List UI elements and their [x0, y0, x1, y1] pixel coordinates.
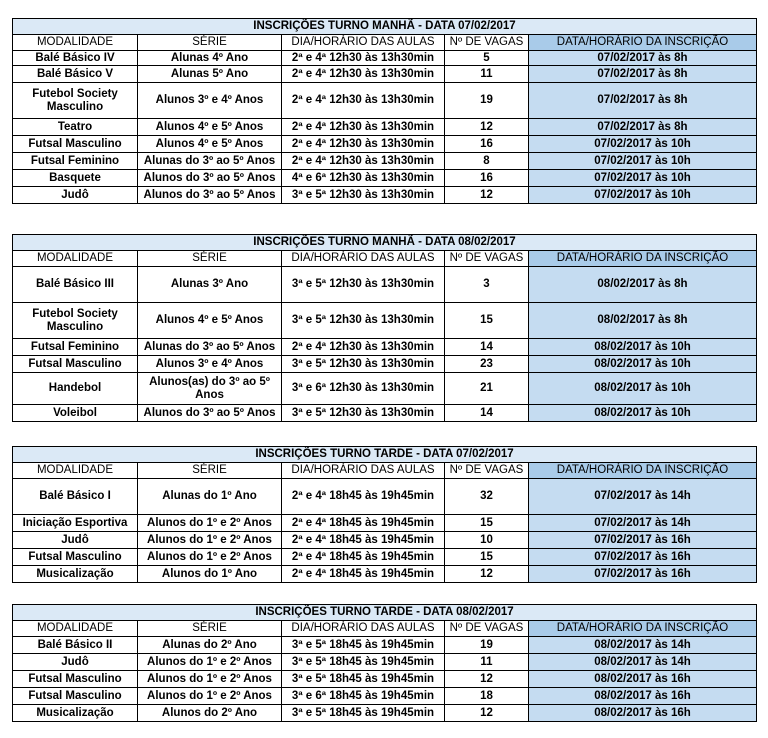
cell-horario: 2ª e 4ª 12h30 às 13h30min — [282, 51, 445, 66]
cell-serie: Alunos do 1º e 2º Anos — [138, 671, 282, 688]
column-header-serie: SÉRIE — [138, 251, 282, 267]
cell-horario: 3ª e 5ª 18h45 às 19h45min — [282, 705, 445, 722]
column-header-vagas: Nº DE VAGAS — [445, 251, 529, 267]
cell-modalidade: Voleibol — [13, 405, 138, 422]
cell-inscricao: 07/02/2017 às 10h — [529, 170, 757, 187]
table-row — [13, 671, 757, 688]
table-row — [13, 136, 757, 153]
table-row — [13, 637, 757, 654]
cell-serie: Alunos 3º e 4º Anos — [138, 356, 282, 373]
cell-horario: 2ª e 4ª 18h45 às 19h45min — [282, 515, 445, 532]
table-row — [13, 303, 757, 339]
column-header-modalidade: MODALIDADE — [13, 463, 138, 479]
cell-modalidade: Balé Básico I — [13, 479, 138, 515]
cell-serie: Alunos 3º e 4º Anos — [138, 83, 282, 119]
cell-vagas: 11 — [445, 654, 529, 671]
cell-horario: 2ª e 4ª 18h45 às 19h45min — [282, 566, 445, 583]
cell-inscricao: 07/02/2017 às 8h — [529, 66, 757, 83]
table-row — [13, 170, 757, 187]
cell-horario: 2ª e 4ª 18h45 às 19h45min — [282, 479, 445, 515]
header-row — [13, 35, 757, 51]
cell-serie: Alunos do 1º e 2º Anos — [138, 549, 282, 566]
cell-modalidade: Futebol Society Masculino — [13, 303, 138, 339]
cell-modalidade: Handebol — [13, 373, 138, 405]
cell-inscricao: 08/02/2017 às 10h — [529, 339, 757, 356]
cell-serie: Alunas 3º Ano — [138, 267, 282, 303]
cell-modalidade: Futsal Masculino — [13, 549, 138, 566]
table-row — [13, 267, 757, 303]
table-row — [13, 66, 757, 83]
cell-horario: 3ª e 5ª 12h30 às 13h30min — [282, 303, 445, 339]
table-row — [13, 373, 757, 405]
column-header-horario: DIA/HORÁRIO DAS AULAS — [282, 463, 445, 479]
cell-modalidade: Musicalização — [13, 566, 138, 583]
cell-inscricao: 07/02/2017 às 10h — [529, 136, 757, 153]
header-row — [13, 463, 757, 479]
cell-inscricao: 07/02/2017 às 16h — [529, 549, 757, 566]
cell-inscricao: 07/02/2017 às 16h — [529, 532, 757, 549]
column-header-horario: DIA/HORÁRIO DAS AULAS — [282, 35, 445, 51]
cell-inscricao: 08/02/2017 às 14h — [529, 654, 757, 671]
cell-serie: Alunas do 1º Ano — [138, 479, 282, 515]
cell-modalidade: Judô — [13, 187, 138, 204]
cell-vagas: 5 — [445, 51, 529, 66]
cell-inscricao: 08/02/2017 às 14h — [529, 637, 757, 654]
enrollment-table — [12, 604, 757, 722]
cell-vagas: 12 — [445, 187, 529, 204]
table-row — [13, 51, 757, 66]
cell-serie: Alunos 4º e 5º Anos — [138, 136, 282, 153]
table-row — [13, 479, 757, 515]
cell-serie: Alunos do 3º ao 5º Anos — [138, 405, 282, 422]
table-row — [13, 566, 757, 583]
cell-serie: Alunos do 1º e 2º Anos — [138, 515, 282, 532]
cell-serie: Alunos do 3º ao 5º Anos — [138, 170, 282, 187]
cell-vagas: 15 — [445, 549, 529, 566]
cell-serie: Alunos do 1º e 2º Anos — [138, 688, 282, 705]
cell-horario: 3ª e 5ª 12h30 às 13h30min — [282, 356, 445, 373]
cell-modalidade: Futsal Masculino — [13, 688, 138, 705]
cell-horario: 3ª e 6ª 18h45 às 19h45min — [282, 688, 445, 705]
column-header-inscricao: DATA/HORÁRIO DA INSCRIÇÃO — [529, 463, 757, 479]
table-row — [13, 688, 757, 705]
cell-modalidade: Iniciação Esportiva — [13, 515, 138, 532]
cell-horario: 4ª e 6ª 12h30 às 13h30min — [282, 170, 445, 187]
cell-horario: 2ª e 4ª 12h30 às 13h30min — [282, 153, 445, 170]
table-row — [13, 705, 757, 722]
cell-serie: Alunos 4º e 5º Anos — [138, 119, 282, 136]
table-title: INSCRIÇÕES TURNO MANHÃ - DATA 08/02/2017 — [13, 235, 757, 251]
cell-horario: 3ª e 5ª 12h30 às 13h30min — [282, 187, 445, 204]
cell-modalidade: Teatro — [13, 119, 138, 136]
cell-modalidade: Musicalização — [13, 705, 138, 722]
table-title: INSCRIÇÕES TURNO TARDE - DATA 08/02/2017 — [13, 605, 757, 621]
cell-vagas: 16 — [445, 170, 529, 187]
column-header-modalidade: MODALIDADE — [13, 621, 138, 637]
cell-inscricao: 08/02/2017 às 16h — [529, 705, 757, 722]
cell-inscricao: 07/02/2017 às 8h — [529, 83, 757, 119]
cell-horario: 3ª e 5ª 12h30 às 13h30min — [282, 267, 445, 303]
table-row — [13, 339, 757, 356]
cell-vagas: 16 — [445, 136, 529, 153]
header-row — [13, 621, 757, 637]
cell-inscricao: 08/02/2017 às 10h — [529, 356, 757, 373]
cell-vagas: 10 — [445, 532, 529, 549]
column-header-serie: SÉRIE — [138, 463, 282, 479]
cell-inscricao: 07/02/2017 às 14h — [529, 479, 757, 515]
table-row — [13, 119, 757, 136]
cell-modalidade: Balé Básico II — [13, 637, 138, 654]
cell-modalidade: Judô — [13, 532, 138, 549]
cell-inscricao: 08/02/2017 às 8h — [529, 303, 757, 339]
cell-vagas: 15 — [445, 303, 529, 339]
cell-inscricao: 08/02/2017 às 10h — [529, 373, 757, 405]
cell-modalidade: Futebol Society Masculino — [13, 83, 138, 119]
cell-modalidade: Futsal Masculino — [13, 136, 138, 153]
cell-serie: Alunas do 3º ao 5º Anos — [138, 339, 282, 356]
table-title: INSCRIÇÕES TURNO MANHÃ - DATA 07/02/2017 — [13, 19, 757, 35]
column-header-inscricao: DATA/HORÁRIO DA INSCRIÇÃO — [529, 251, 757, 267]
cell-inscricao: 08/02/2017 às 16h — [529, 671, 757, 688]
enrollment-table — [12, 234, 757, 422]
column-header-serie: SÉRIE — [138, 35, 282, 51]
column-header-vagas: Nº DE VAGAS — [445, 621, 529, 637]
table-title: INSCRIÇÕES TURNO TARDE - DATA 07/02/2017 — [13, 447, 757, 463]
cell-serie: Alunos do 3º ao 5º Anos — [138, 187, 282, 204]
cell-serie: Alunas 5º Ano — [138, 66, 282, 83]
table-row — [13, 356, 757, 373]
cell-horario: 3ª e 5ª 18h45 às 19h45min — [282, 671, 445, 688]
header-row — [13, 251, 757, 267]
cell-horario: 2ª e 4ª 18h45 às 19h45min — [282, 532, 445, 549]
cell-horario: 3ª e 5ª 12h30 às 13h30min — [282, 405, 445, 422]
cell-inscricao: 07/02/2017 às 14h — [529, 515, 757, 532]
cell-horario: 3ª e 5ª 18h45 às 19h45min — [282, 637, 445, 654]
cell-serie: Alunas do 2º Ano — [138, 637, 282, 654]
cell-inscricao: 07/02/2017 às 8h — [529, 51, 757, 66]
cell-vagas: 12 — [445, 119, 529, 136]
cell-vagas: 19 — [445, 83, 529, 119]
cell-inscricao: 08/02/2017 às 10h — [529, 405, 757, 422]
cell-horario: 2ª e 4ª 12h30 às 13h30min — [282, 136, 445, 153]
table-row — [13, 83, 757, 119]
cell-inscricao: 07/02/2017 às 10h — [529, 153, 757, 170]
table-row — [13, 187, 757, 204]
cell-serie: Alunos do 1º Ano — [138, 566, 282, 583]
cell-vagas: 19 — [445, 637, 529, 654]
column-header-horario: DIA/HORÁRIO DAS AULAS — [282, 621, 445, 637]
cell-horario: 2ª e 4ª 12h30 às 13h30min — [282, 119, 445, 136]
cell-horario: 2ª e 4ª 12h30 às 13h30min — [282, 83, 445, 119]
column-header-inscricao: DATA/HORÁRIO DA INSCRIÇÃO — [529, 35, 757, 51]
cell-serie: Alunos(as) do 3º ao 5º Anos — [138, 373, 282, 405]
column-header-serie: SÉRIE — [138, 621, 282, 637]
enrollment-table — [12, 446, 757, 583]
cell-vagas: 3 — [445, 267, 529, 303]
enrollment-table — [12, 18, 757, 204]
cell-vagas: 12 — [445, 671, 529, 688]
cell-modalidade: Futsal Masculino — [13, 356, 138, 373]
cell-horario: 2ª e 4ª 18h45 às 19h45min — [282, 549, 445, 566]
cell-horario: 3ª e 5ª 18h45 às 19h45min — [282, 654, 445, 671]
cell-vagas: 23 — [445, 356, 529, 373]
column-header-inscricao: DATA/HORÁRIO DA INSCRIÇÃO — [529, 621, 757, 637]
cell-serie: Alunos do 1º e 2º Anos — [138, 532, 282, 549]
cell-horario: 3ª e 6ª 12h30 às 13h30min — [282, 373, 445, 405]
cell-vagas: 14 — [445, 405, 529, 422]
cell-inscricao: 08/02/2017 às 16h — [529, 688, 757, 705]
cell-modalidade: Basquete — [13, 170, 138, 187]
table-row — [13, 549, 757, 566]
column-header-modalidade: MODALIDADE — [13, 251, 138, 267]
cell-horario: 2ª e 4ª 12h30 às 13h30min — [282, 339, 445, 356]
table-row — [13, 153, 757, 170]
cell-inscricao: 07/02/2017 às 8h — [529, 119, 757, 136]
cell-vagas: 15 — [445, 515, 529, 532]
column-header-horario: DIA/HORÁRIO DAS AULAS — [282, 251, 445, 267]
cell-modalidade: Futsal Feminino — [13, 339, 138, 356]
cell-vagas: 18 — [445, 688, 529, 705]
table-row — [13, 654, 757, 671]
cell-modalidade: Balé Básico V — [13, 66, 138, 83]
cell-serie: Alunos do 1º e 2º Anos — [138, 654, 282, 671]
cell-vagas: 8 — [445, 153, 529, 170]
cell-modalidade: Balé Básico III — [13, 267, 138, 303]
cell-inscricao: 07/02/2017 às 16h — [529, 566, 757, 583]
column-header-vagas: Nº DE VAGAS — [445, 463, 529, 479]
cell-inscricao: 07/02/2017 às 10h — [529, 187, 757, 204]
cell-vagas: 21 — [445, 373, 529, 405]
column-header-modalidade: MODALIDADE — [13, 35, 138, 51]
cell-vagas: 32 — [445, 479, 529, 515]
cell-modalidade: Futsal Feminino — [13, 153, 138, 170]
cell-inscricao: 08/02/2017 às 8h — [529, 267, 757, 303]
cell-vagas: 14 — [445, 339, 529, 356]
cell-horario: 2ª e 4ª 12h30 às 13h30min — [282, 66, 445, 83]
cell-modalidade: Judô — [13, 654, 138, 671]
cell-vagas: 12 — [445, 566, 529, 583]
cell-vagas: 12 — [445, 705, 529, 722]
cell-serie: Alunos 4º e 5º Anos — [138, 303, 282, 339]
cell-serie: Alunas do 3º ao 5º Anos — [138, 153, 282, 170]
cell-modalidade: Futsal Masculino — [13, 671, 138, 688]
table-row — [13, 405, 757, 422]
table-row — [13, 532, 757, 549]
cell-modalidade: Balé Básico IV — [13, 51, 138, 66]
cell-serie: Alunas 4º Ano — [138, 51, 282, 66]
cell-serie: Alunos do 2º Ano — [138, 705, 282, 722]
column-header-vagas: Nº DE VAGAS — [445, 35, 529, 51]
table-row — [13, 515, 757, 532]
cell-vagas: 11 — [445, 66, 529, 83]
